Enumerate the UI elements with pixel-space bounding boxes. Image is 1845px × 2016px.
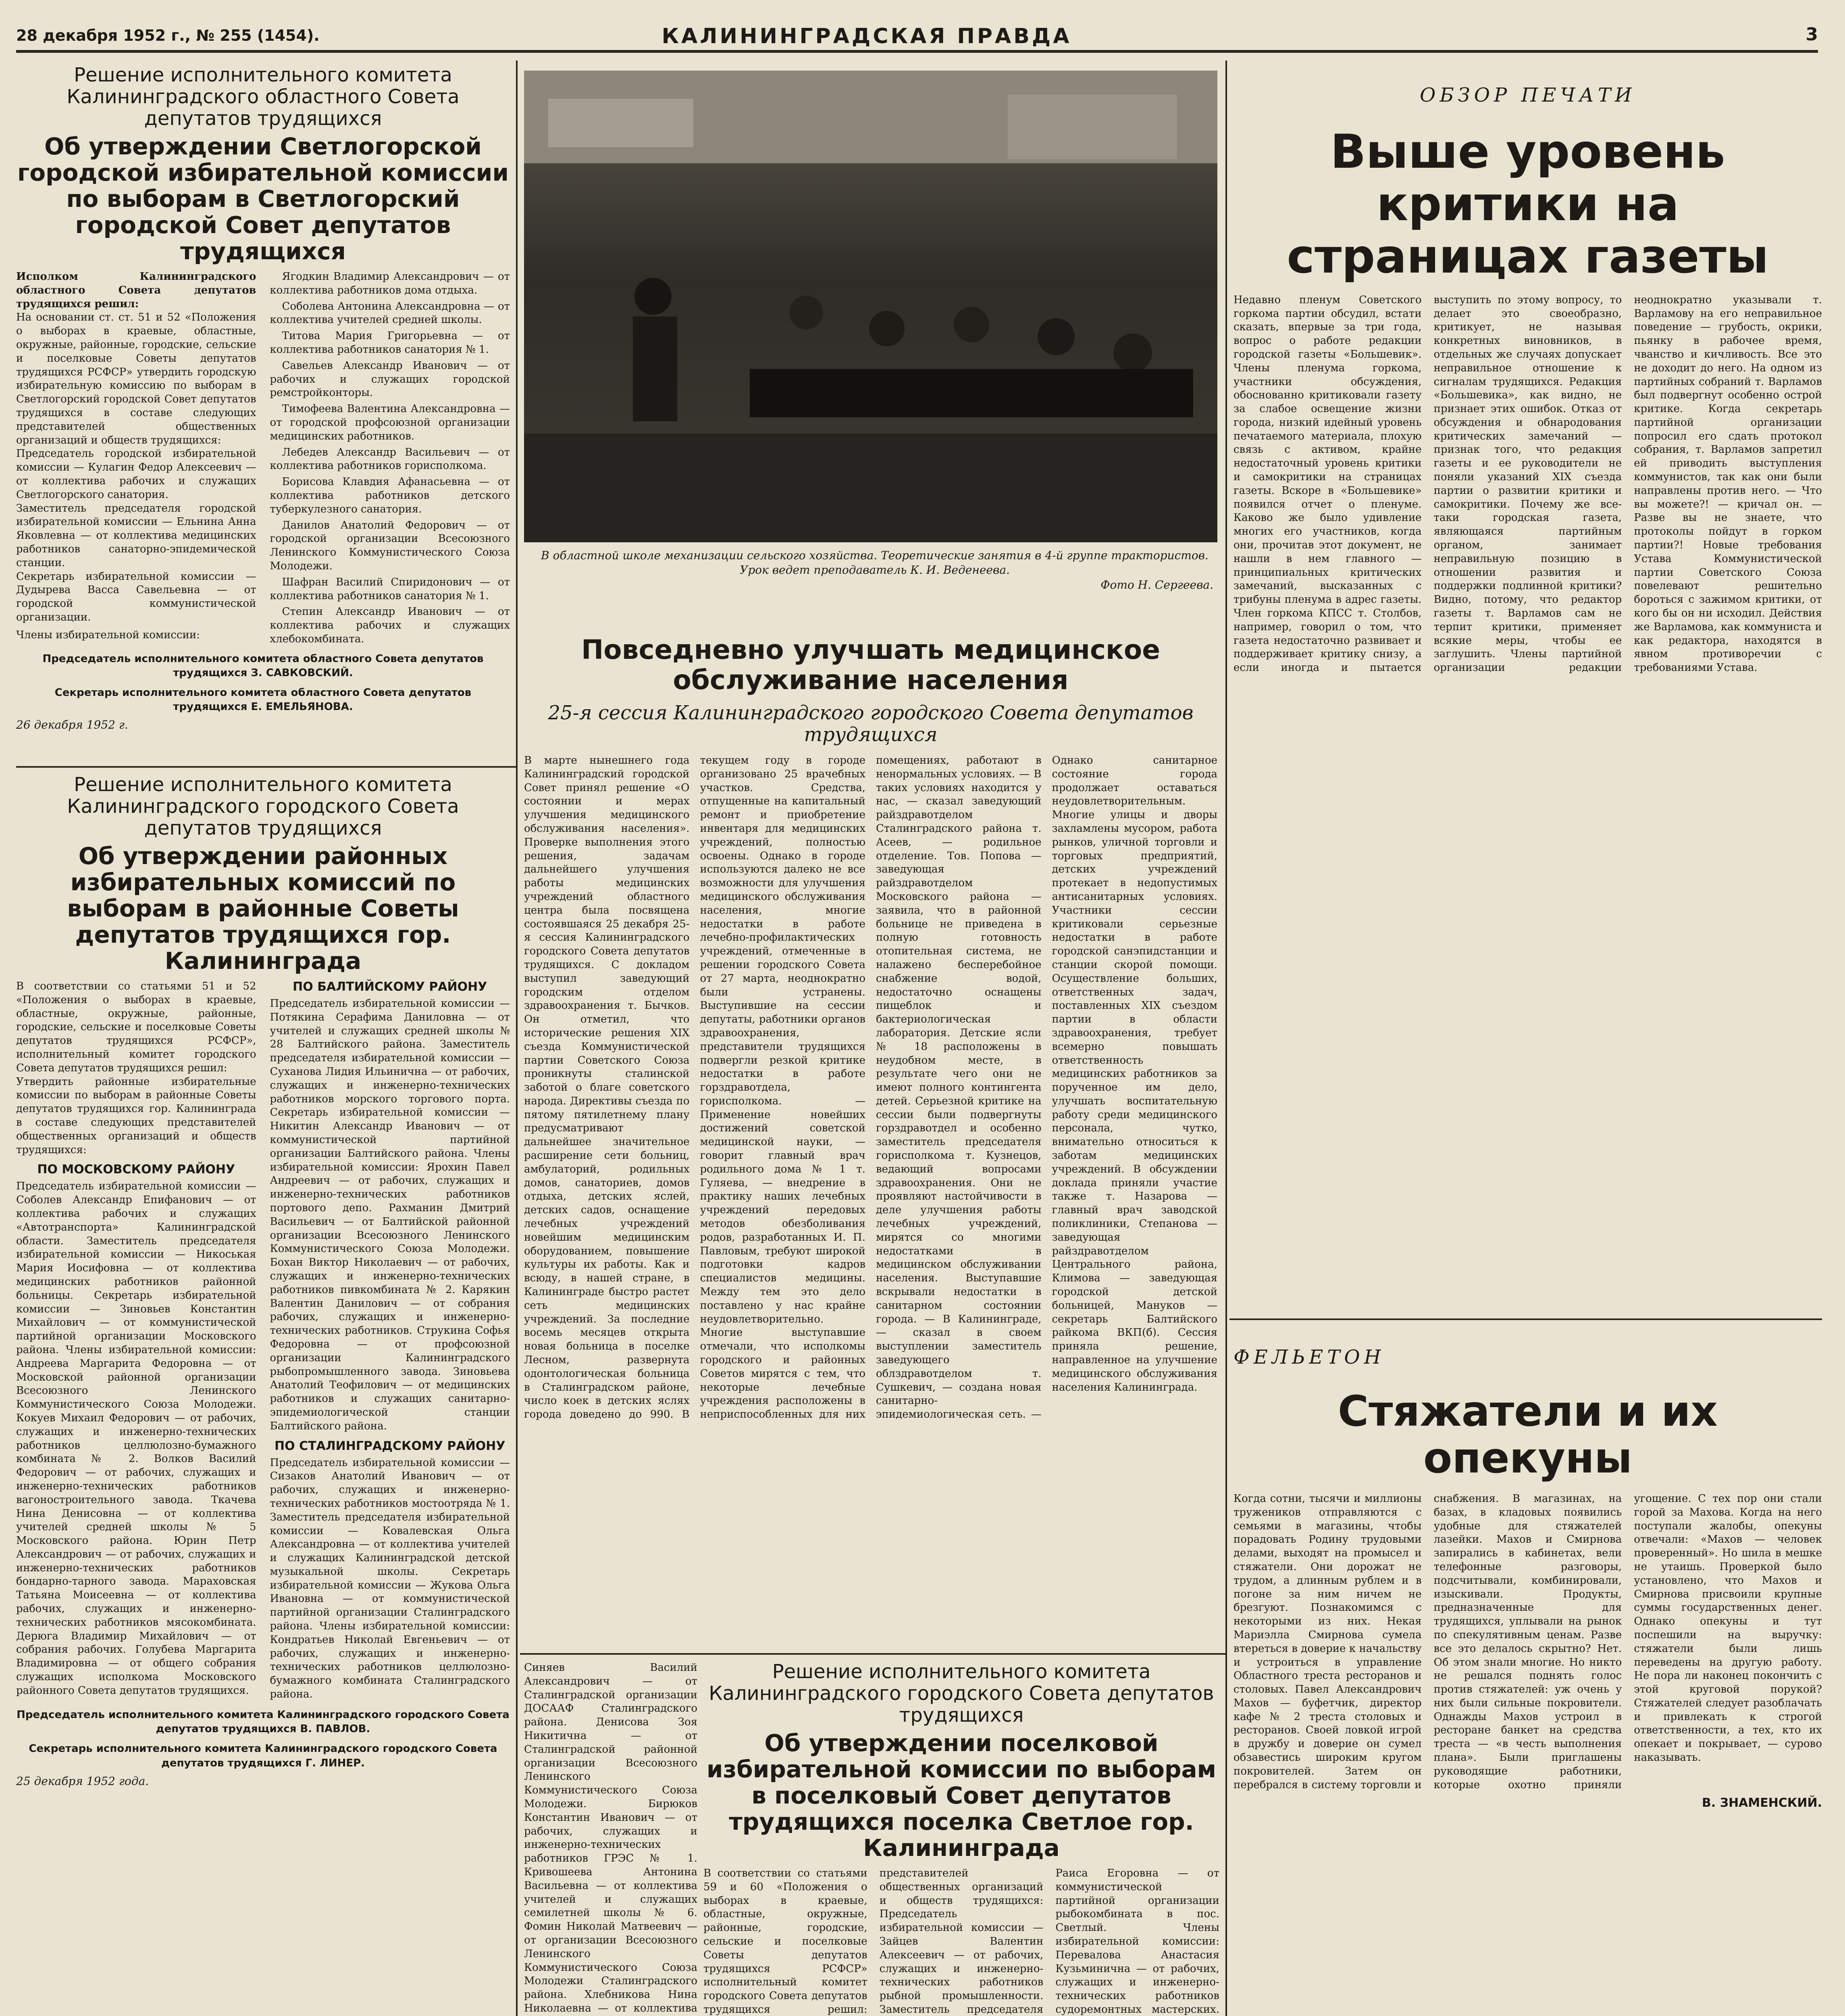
- article-body: [1233, 294, 1822, 675]
- section-title: ПО БАЛТИЙСКОМУ РАЙОНУ: [293, 980, 487, 994]
- article-body: [703, 1867, 1219, 2016]
- article-body: [16, 980, 510, 1702]
- signature: Секретарь исполнительного комитета Калининградского городского Совета депутатов трудящихся Г. ЛИНЕР.: [29, 1743, 497, 1769]
- signature: Председатель исполнительного комитета Калининградского городского Совета депутатов трудящихся В. ПАВЛОВ.: [17, 1709, 510, 1735]
- member: Тимофеева Валентина Александровна — от городской профсоюзной организации медицинских работников.: [270, 403, 510, 442]
- svetloe-decision: [703, 1661, 1219, 2016]
- lead: Исполком Калининградского областного Совета депутатов трудящихся решил:: [16, 271, 256, 310]
- headline: Выше уровень критики на страницах газеты: [1287, 125, 1769, 284]
- paragraph: В соответствии со статьями 51 и 52 «Положения о выборах в краевые, областные, окружные, районные, городские, сельские и поселковые Советы депутатов трудящихся РСФСР», исполнительный комитет городского Совета депутатов трудящихся решил:: [16, 980, 256, 1074]
- member: Ягодкин Владимир Александрович — от коллектива работников дома отдыха.: [270, 271, 510, 296]
- member: Соболева Антонина Александровна — от коллектива учителей средней школы.: [270, 300, 510, 326]
- signature: Председатель исполнительного комитета областного Совета депутатов трудящихся З. САВКОВСКИЙ.: [42, 652, 484, 679]
- article-body: [524, 754, 1217, 1422]
- section-text: Синяев Василий Александрович — от Сталинградской организации ДОСААФ Сталинградского района. Денисова Зоя Никитична — от Сталинградской районной организации Всесоюзного Ленинского Коммунистического Союза Молодежи. Бирюков Константин Иванович — от рабочих, служащих и инженерно-технических работников ГРЭС № 1. Кривошеева Антонина Васильевна — от коллектива учителей и служащих семилетней школы № 6. Фомин Николай Матвеевич — от организации Всесоюзного Ленинского Коммунистического Союза Молодежи Сталинградского района. Хлебникова Нина Николаевна — от коллектива: [524, 1662, 697, 2014]
- paragraph: Секретарь избирательной комиссии — Дудырева Васса Савельевна — от городской коммунистической организации.: [16, 570, 256, 623]
- signature: Секретарь исполнительного комитета областного Совета депутатов трудящихся Е. ЕМЕЛЬЯНОВА.: [54, 686, 472, 713]
- photo-caption: В областной школе механизации сельского хозяйства. Теоретические занятия в 4-й группе трактористов. Урок ведет преподаватель К. И. Веденеева.: [541, 549, 1209, 577]
- member: Титова Мария Григорьевна — от коллектива работников санатория № 1.: [270, 330, 510, 356]
- section-text: Председатель избирательной комиссии — Потякина Серафима Даниловна — от учителей и служащих средней школы № 28 Балтийского района. Заместитель председателя избирательной комиссии — Суханова Лидия Ильинична — от рабочих, служащих и инженерно-технических работников морского торгового порта. Секретарь избирательной комиссии — Никитин Александр Иванович — от коммунистической партийной организации Балтийского района. Члены избирательной комиссии: Ярохин Павел Андреевич — от рабочих, служащих и инженерно-технических работников портового депо. Рахманин Дмитрий Васильевич — от Балтийской районной организации Всесоюзного Ленинского Коммунистического Союза Молодежи. Бохан Виктор Николаевич — от рабочих, служащих и инженерно-технических работников пивкомбината № 2. Карякин Валентин Данилович — от собрания рабочих, служащих и инженерно-технических работников. Струкина Софья Федоровна — от профсоюзной организации Калининградского рыбопромышленного завода. Зиновьева Анатолий Теофилович — от медицинских работников и служащих санитарно-эпидемиологической станции Балтийского района.: [270, 998, 510, 1432]
- issue-date: 28 декабря 1952 г., № 255 (1454).: [16, 27, 320, 44]
- paragraph: Заместитель председателя городской избирательной комиссии — Ельнина Анна Яковлевна — от коллектива медицинских работников санаторно-эпидемической станции.: [16, 502, 256, 569]
- article-body: [16, 270, 510, 646]
- photo-caption-block: [536, 548, 1213, 609]
- rubric: ОБЗОР ПЕЧАТИ: [1420, 84, 1636, 106]
- section-rule: [520, 1653, 1225, 1655]
- article-text: Недавно пленум Советского горкома партии обсудил, встати сказать, впервые за три года, вопрос о работе редакции городской газеты «Большевик». Члены пленума горкома, участники обсуждения, обоснованно критиковали газету за слабое освещение жизни города, низкий идейный уровень печатаемого материала, плохую связь с активом, крайне недостаточный уровень критики и самокритики на страницах газеты. Вскоре в «Большевике» появился отчет о пленуме. Каково же было удивление многих его участников, когда они, прочитав этот документ, не нашли в нем главного — принципиальных критических замечаний, высказанных с трибуны пленума в адрес газеты. Член горкома КПСС т. Столбов, например, говорил о том, что газета недостаточно развивает и поддерживает критику снизу, а если иногда и пытается выступить по этому вопросу, то делает это своеобразно, критикует, не называя конкретных виновников, в отдельных же случаях допускает неправильное отношение к сигналам трудящихся. Редакция «Большевика», как видно, не признает этих ошибок. Отказ от обсуждения и обнародования критических замечаний — признак того, что редакция газеты и ее руководители не поняли указаний XIX съезда партии о развитии критики и самокритики. Почему же все-таки городская газета, являющаяся партийным органом, занимает неправильную позицию в отношении развития и поддержки подлинной критики? Видно, потому, что редактор газеты т. Варламов сам не терпит критики, применяет всякие меры, чтобы ее заглушить. Члены партийной организации редакции неоднократно указывали т. Варламову на его неправильное поведение — грубость, окрики, пьянку в рабочее время, чванство и кичливость. Все это не доходит до него. На одном из партийных собраний т. Варламов был подвергнут особенно острой критике. Когда секретарь партийной организации попросил его сдать протокол собрания, т. Варламов запретил ей приводить выступления коммунистов, так как они были направлены против него. — Что вы можете?! — кричал он. — Разве вы не знаете, что протоколы пойдут в горком партии?! Новые требования Устава Коммунистической партии Советского Союза повелевают решительно бороться с зажимом критики, от кого бы он ни исходил. Действия же Варламова, как коммуниста и как редактора, находятся в явном противоречии с требованиями Устава.: [1233, 294, 1822, 674]
- member-list: [270, 270, 510, 646]
- medicine-article: [524, 629, 1217, 1645]
- rubric: ФЕЛЬЕТОН: [1233, 1346, 1385, 1368]
- paragraph: На основании ст. ст. 51 и 52 «Положения о выборах в краевые, областные, окружные, районные, городские, сельские и поселковые Советы депутатов трудящихся РСФСР» утвердить городскую избирательную комиссию по выборам в Светлогорский городской Совет депутатов трудящихся в составе следующих представителей общественных организаций и обществ трудящихся:: [16, 311, 256, 446]
- member: Лебедев Александр Васильевич — от коллектива работников горисполкома.: [270, 446, 510, 472]
- spacer: [701, 1661, 702, 1662]
- member: Савельев Александр Иванович — от рабочих и служащих городской ремстройконторы.: [270, 359, 510, 399]
- page-number: 3: [1805, 24, 1818, 45]
- article-text: В соответствии со статьями 59 и 60 «Положения о выборах в краевые, областные, окружные, районные, городские, сельские и поселковые Советы депутатов трудящихся РСФСР» исполнительный комитет городского Совета депутатов трудящихся решил: представителей общественных организаций и обществ трудящихся: Председатель избирательной комиссии — Зайцев Валентин Алексеевич — от рабочих, служащих и инженерно-технических работников рыбной промышленности. Заместитель председателя Раиса Егоровна — от коммунистической партийной организации рыбокомбината в пос. Светлый. Члены избирательной комиссии: Перевалова Анастасия Кузьминична — от рабочих, служащих и инженерно-технических работников судоремонтных мастерских.: [703, 1867, 1219, 2016]
- article-text: Когда сотни, тысячи и миллионы тружеников отправляются с семьями в магазины, чтобы порадовать Родину трудовыми делами, выходят на промысел и стяжатели. Они дорожат не трудом, а длинным рублем и в погоне за ним ничем не брезгуют. Познакомимся с некоторыми из них. Некая Мариэлла Смирнова сумела втереться в доверие к начальству и устроиться в управление Областного треста ресторанов и столовых. Павел Александрович Махов — буфетчик, директор кафе № 2 треста столовых и ресторанов. Своей ловкой игрой в дружбу и доверие он сумел обзавестись широким кругом покровителей. Затем он перебрался в систему торговли и снабжения. В магазинах, на базах, в кладовых появились удобные для стяжателей лазейки. Махов и Смирнова запирались в кабинетах, вели телефонные разговоры, подсчитывали, комбинировали, изыскивали. Продукты, предназначенные для трудящихся, уплывали на рынок по спекулятивным ценам. Разве все это делалось скрытно? Нет. Об этом знали многие. Но никто не решался поднять голос против стяжателей: уж очень у них были сильные покровители. Однажды Махов устроил в ресторане банкет на средства треста — «в честь выполнения плана». Были приглашены руководящие работники, которые охотно приняли угощение. С тех пор они стали горой за Махова. Когда на него поступали жалобы, опекуны отвечали: «Махов — человек проверенный». Но шила в мешке не утаишь. Проверкой было установлено, что Махов и Смирнова присвоили крупные суммы государственных денег. Однако опекуны и тут поспешили на выручку: стяжатели были лишь переведены на другую работу. Не пора ли наконец покончить с этой круговой порукой? Стяжателей следует разоблачать и привлекать к строгой ответственности, а тех, кто их опекает и покрывает, — сурово наказывать.: [1233, 1492, 1822, 1791]
- members-label: Члены избирательной комиссии:: [16, 629, 200, 641]
- section-rule: [1229, 1318, 1822, 1320]
- section-title: ПО МОСКОВСКОМУ РАЙОНУ: [37, 1162, 235, 1177]
- member: Данилов Анатолий Федорович — от городской организации Всесоюзного Ленинского Коммунистического Союза Молодежи.: [270, 519, 510, 572]
- member: Степин Александр Иванович — от коллектива рабочих и служащих хлебокомбината.: [270, 606, 510, 645]
- headline: Стяжатели и их опекуны: [1337, 1387, 1718, 1483]
- column-rule: [1225, 60, 1227, 2016]
- district-decision-continued: [524, 1661, 697, 2016]
- masthead: КАЛИНИНГРАДСКАЯ ПРАВДА: [661, 24, 1072, 48]
- feuilleton: [1233, 1327, 1822, 2016]
- headline: Повседневно улучшать медицинское обслуживание населения: [581, 634, 1160, 696]
- kicker: Решение исполнительного комитета Калининградского городского Совета депутатов трудящихся: [67, 774, 459, 839]
- headline: Об утверждении поселковой избирательной комиссии по выборам в поселковый Совет депутатов трудящихся поселка Светлое гор. Калининграда: [706, 1729, 1217, 1862]
- headline: Об утверждении Светлогорской городской избирательной комиссии по выборам в Светлогорский городской Совет депутатов трудящихся: [17, 133, 509, 265]
- kicker: Решение исполнительного комитета Калининградского городского Совета депутатов трудящихся: [709, 1661, 1214, 1727]
- district-decision: [16, 774, 510, 2016]
- article-body: [1233, 1492, 1822, 1792]
- paragraph: Утвердить районные избирательные комиссии по выборам в районные Советы депутатов трудящихся гор. Калининграда в составе следующих представителей общественных организаций и обществ трудящихся:: [16, 1075, 256, 1156]
- photo-classroom: [524, 71, 1217, 542]
- press-review: [1233, 65, 1822, 1314]
- member: Борисова Клавдия Афанасьевна — от коллектива работников детского туберкулезного санатория.: [270, 476, 510, 515]
- section-title: ПО СТАЛИНГРАДСКОМУ РАЙОНУ: [275, 1439, 505, 1453]
- svetlogorsk-decision: [16, 65, 510, 762]
- classroom-photo-icon: [524, 71, 1217, 542]
- decision-date: 26 декабря 1952 г.: [16, 718, 128, 732]
- kicker: Решение исполнительного комитета Калининградского областного Совета депутатов трудящихся: [67, 65, 460, 130]
- section-text: Председатель избирательной комиссии — Сизаков Анатолий Иванович — от рабочих, служащих и инженерно-технических работников мостоотряда № 1. Заместитель председателя избирательной комиссии — Ковалевская Ольга Александровна — от коллектива учителей и служащих Калининградской детской музыкальной школы. Секретарь избирательной комиссии — Жукова Ольга Ивановна — от коммунистической партийной организации Сталинградского района. Члены избирательной комиссии: Кондратьев Николай Евгеньевич — от рабочих, служащих и инженерно-технических работников целлюлозно-бумажного комбината Сталинградского района.: [270, 1456, 510, 1701]
- page-header: [16, 24, 1818, 53]
- paragraph: Председатель городской избирательной комиссии — Кулагин Федор Алексеевич — от коллектива рабочих и служащих Светлогорского санатория.: [16, 448, 256, 501]
- column-rule: [516, 60, 518, 2016]
- section-text: Председатель избирательной комиссии — Соболев Александр Епифанович — от коллектива рабочих и служащих «Автотранспорта» Калининградской области. Заместитель председателя избирательной комиссии — Никоськая Мария Иосифовна — от коллектива медицинских работников районной больницы. Секретарь избирательной комиссии — Зиновьев Константин Михайлович — от коммунистической партийной организации Московского района. Члены избирательной комиссии: Андреева Маргарита Федоровна — от Московской районной организации Всесоюзного Ленинского Коммунистического Союза Молодежи. Кокуев Михаил Федорович — от рабочих, служащих и инженерно-технических работников целлюлозно-бумажного комбината № 2. Волков Василий Федорович — от рабочих, служащих и инженерно-технических работников вагоностроительного завода. Ткачева Нина Денисовна — от коллектива учителей средней школы № 5 Московского района. Юрин Петр Александрович — от рабочих, служащих и инженерно-технических работников бондарно-тарного завода. Мараховская Татьяна Моисеевна — от коллектива рабочих, служащих и инженерно-технических работников мясокомбината. Дерюга Владимир Михайлович — от собрания рабочих. Голубева Маргарита Владимировна — от общего собрания служащих исполкома Московского районного Совета депутатов трудящихся.: [16, 1180, 256, 1697]
- section-rule: [16, 766, 516, 768]
- headline: Об утверждении районных избирательных комиссий по выборам в районные Советы депутатов трудящихся гор. Калининграда: [67, 842, 459, 975]
- article-text: В марте нынешнего года Калининградский городской Совет принял решение «О состоянии и мерах улучшения медицинского обслуживания населения». Проверке выполнения этого решения, задачам дальнейшего улучшения работы медицинских учреждений областного центра была посвящена состоявшаяся 25 декабря 25-я сессия Калининградского городского Совета депутатов трудящихся. С докладом выступил заведующий городским отделом здравоохранения т. Бычков. Он отметил, что исторические решения XIX съезда Коммунистической партии Советского Союза проникнуты сталинской заботой о благе советского народа. Директивы съезда по пятому пятилетнему плану предусматривают дальнейшее значительное расширение сети больниц, амбулаторий, родильных домов, санаториев, домов отдыха, детских яслей, детских садов, оснащение лечебных учреждений новейшим медицинским оборудованием, повышение культуры их работы. Как и всюду, в нашей стране, в Калининграде быстро растет сеть медицинских учреждений. За последние восемь месяцев открыта новая больница в поселке Лесном, развернута одонтологическая больница в Сталинградском районе, число коек в детских яслях города доведено до 990. В текущем году в городе организовано 25 врачебных участков. Средства, отпущенные на капитальный ремонт и приобретение инвентаря для медицинских учреждений, полностью освоены. Однако в городе используются далеко не все возможности для улучшения медицинского обслуживания населения, многие недостатки в работе лечебно-профилактических учреждений, отмеченные в решении городского Совета от 27 марта, неоднократно были устранены. Выступившие на сессии депутаты, работники органов здравоохранения, представители трудящихся подвергли резкой критике недостатки в работе горздравотдела, горисполкома. — Применение новейших достижений советской медицинской науки, — говорит главный врач родильного дома № 1 т. Гуляева, — внедрение в практику наших лечебных учреждений передовых методов обезболивания родов, разработанных И. П. Павловым, требуют широкой подготовки кадров специалистов медицины. Между тем это дело поставлено у нас крайне неудовлетворительно. Многие выступавшие отмечали, что исполкомы городского и районных Советов мирятся с тем, что некоторые лечебные учреждения расположены в неприспособленных для них помещениях, работают в ненормальных условиях. — В таких условиях находится у нас, — сказал заведующий райздравотделом Сталинградского района т. Асеев, — родильное отделение. Тов. Попова — заведующая райздравотделом Московского района — заявила, что в районной больнице не приведена в полную готовность отопительная система, не налажено бесперебойное снабжение водой, недостаточно оснащены пищеблок и бактериологическая лаборатория. Детские ясли № 18 расположены в неудобном месте, в результате чего они не имеют полного контингента детей. Серьезной критике на сессии были подвергнуты горздравотдел и особенно заместитель председателя горисполкома т. Кузнецов, ведающий вопросами здравоохранения. Они не проявляют настойчивости в деле улучшения работы лечебных учреждений, мирятся со многими недостатками в медицинском обслуживании населения. Выступавшие вскрывали недостатки в санитарном состоянии города. — В Калининграде, — сказал в своем выступлении заместитель заведующего облздравотделом т. Сушкевич, — создана новая санитарно-эпидемиологическая сеть. — Однако санитарное состояние города продолжает оставаться неудовлетворительным. Многие улицы и дворы захламлены мусором, работа рынков, уличной торговли и торговых предприятий, детских учреждений протекает в недопустимых антисанитарных условиях. Участники сессии критиковали серьезные недостатки в работе городской санэпидстанции и станции скорой помощи. Осуществление больших, ответственных задач, поставленных XIX съездом партии в области здравоохранения, требует всемерно повышать ответственность медицинских работников за порученное им дело, улучшать воспитательную работу среди медицинского персонала, чутко, внимательно относиться к заботам медицинских учреждений. В обсуждении доклада приняли участие также т. Назарова — главный врач заводской поликлиники, Степанова — заведующая райздравотделом Центрального района, Климова — заведующая городской детской больницей, Мануков — секретарь Балтийского райкома ВКП(б). Сессия приняла решение, направленное на улучшение медицинского обслуживания населения Калининграда.: [524, 754, 1217, 1421]
- photo-credit: Фото Н. Сергеева.: [1100, 578, 1213, 591]
- author: В. ЗНАМЕНСКИЙ.: [1702, 1796, 1822, 1810]
- member: Шафран Василий Спиридонович — от коллектива работников санатория № 1.: [270, 576, 510, 602]
- subhead: 25-я сессия Калининградского городского Совета депутатов трудящихся: [548, 702, 1194, 746]
- decision-date: 25 декабря 1952 года.: [16, 1774, 149, 1788]
